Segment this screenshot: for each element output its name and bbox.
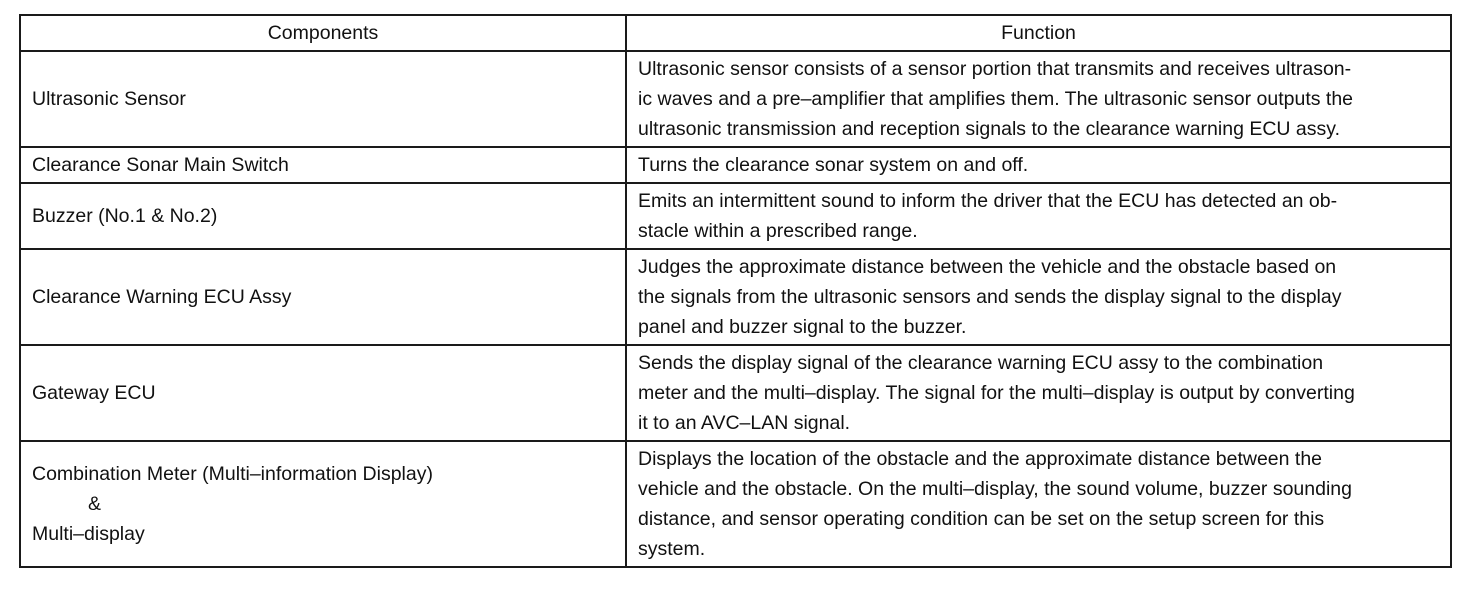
component-name: Gateway ECU [32, 382, 156, 404]
function-text-line: distance, and sensor operating condition can be set on the setup screen for this [638, 508, 1325, 530]
function-text-line: vehicle and the obstacle. On the multi–display, the sound volume, buzzer sounding [638, 478, 1352, 500]
function-text-line: meter and the multi–display. The signal for the multi–display is output by converting [638, 382, 1355, 404]
components-header: Components [20, 15, 626, 51]
function-text-line: system. [638, 538, 706, 560]
function-text-line: panel and buzzer signal to the buzzer. [638, 316, 967, 338]
function-text-line: Sends the display signal of the clearance warning ECU assy to the combination [638, 352, 1324, 374]
component-cell [20, 51, 626, 147]
component-name-joiner: & [88, 493, 102, 515]
component-cell [20, 249, 626, 345]
component-name: Multi–display [32, 523, 145, 545]
component-cell [20, 345, 626, 441]
function-cell [626, 345, 1451, 441]
component-name: Clearance Warning ECU Assy [32, 286, 292, 308]
components-function-table [19, 14, 1452, 568]
component-cell [20, 183, 626, 249]
function-text-line: Turns the clearance sonar system on and off. [638, 154, 1029, 176]
table-row [20, 345, 1451, 441]
component-name: Buzzer (No.1 & No.2) [32, 205, 218, 227]
function-text-line: it to an AVC–LAN signal. [638, 412, 851, 434]
component-name: Ultrasonic Sensor [32, 88, 186, 110]
function-text-line: Displays the location of the obstacle and the approximate distance between the [638, 448, 1323, 470]
function-text-line: Emits an intermittent sound to inform the driver that the ECU has detected an ob- [638, 190, 1338, 212]
table-row [20, 183, 1451, 249]
component-cell [20, 147, 626, 183]
function-cell [626, 183, 1451, 249]
function-header: Function [626, 15, 1451, 51]
component-cell [20, 441, 626, 567]
function-text-line: Ultrasonic sensor consists of a sensor portion that transmits and receives ultrason- [638, 58, 1352, 80]
table-row [20, 51, 1451, 147]
function-text-line: ic waves and a pre–amplifier that amplifies them. The ultrasonic sensor outputs the [638, 88, 1354, 110]
component-name: Clearance Sonar Main Switch [32, 154, 289, 176]
function-cell [626, 147, 1451, 183]
function-text-line: Judges the approximate distance between the vehicle and the obstacle based on [638, 256, 1337, 278]
component-name: Combination Meter (Multi–information Display) [32, 463, 433, 485]
function-cell [626, 51, 1451, 147]
function-text-line: stacle within a prescribed range. [638, 220, 918, 242]
function-cell [626, 249, 1451, 345]
header-row [20, 15, 1451, 51]
function-text-line: the signals from the ultrasonic sensors and sends the display signal to the display [638, 286, 1342, 308]
table-row [20, 147, 1451, 183]
table-row [20, 249, 1451, 345]
function-cell [626, 441, 1451, 567]
function-text-line: ultrasonic transmission and reception signals to the clearance warning ECU assy. [638, 118, 1340, 140]
table-row [20, 441, 1451, 567]
